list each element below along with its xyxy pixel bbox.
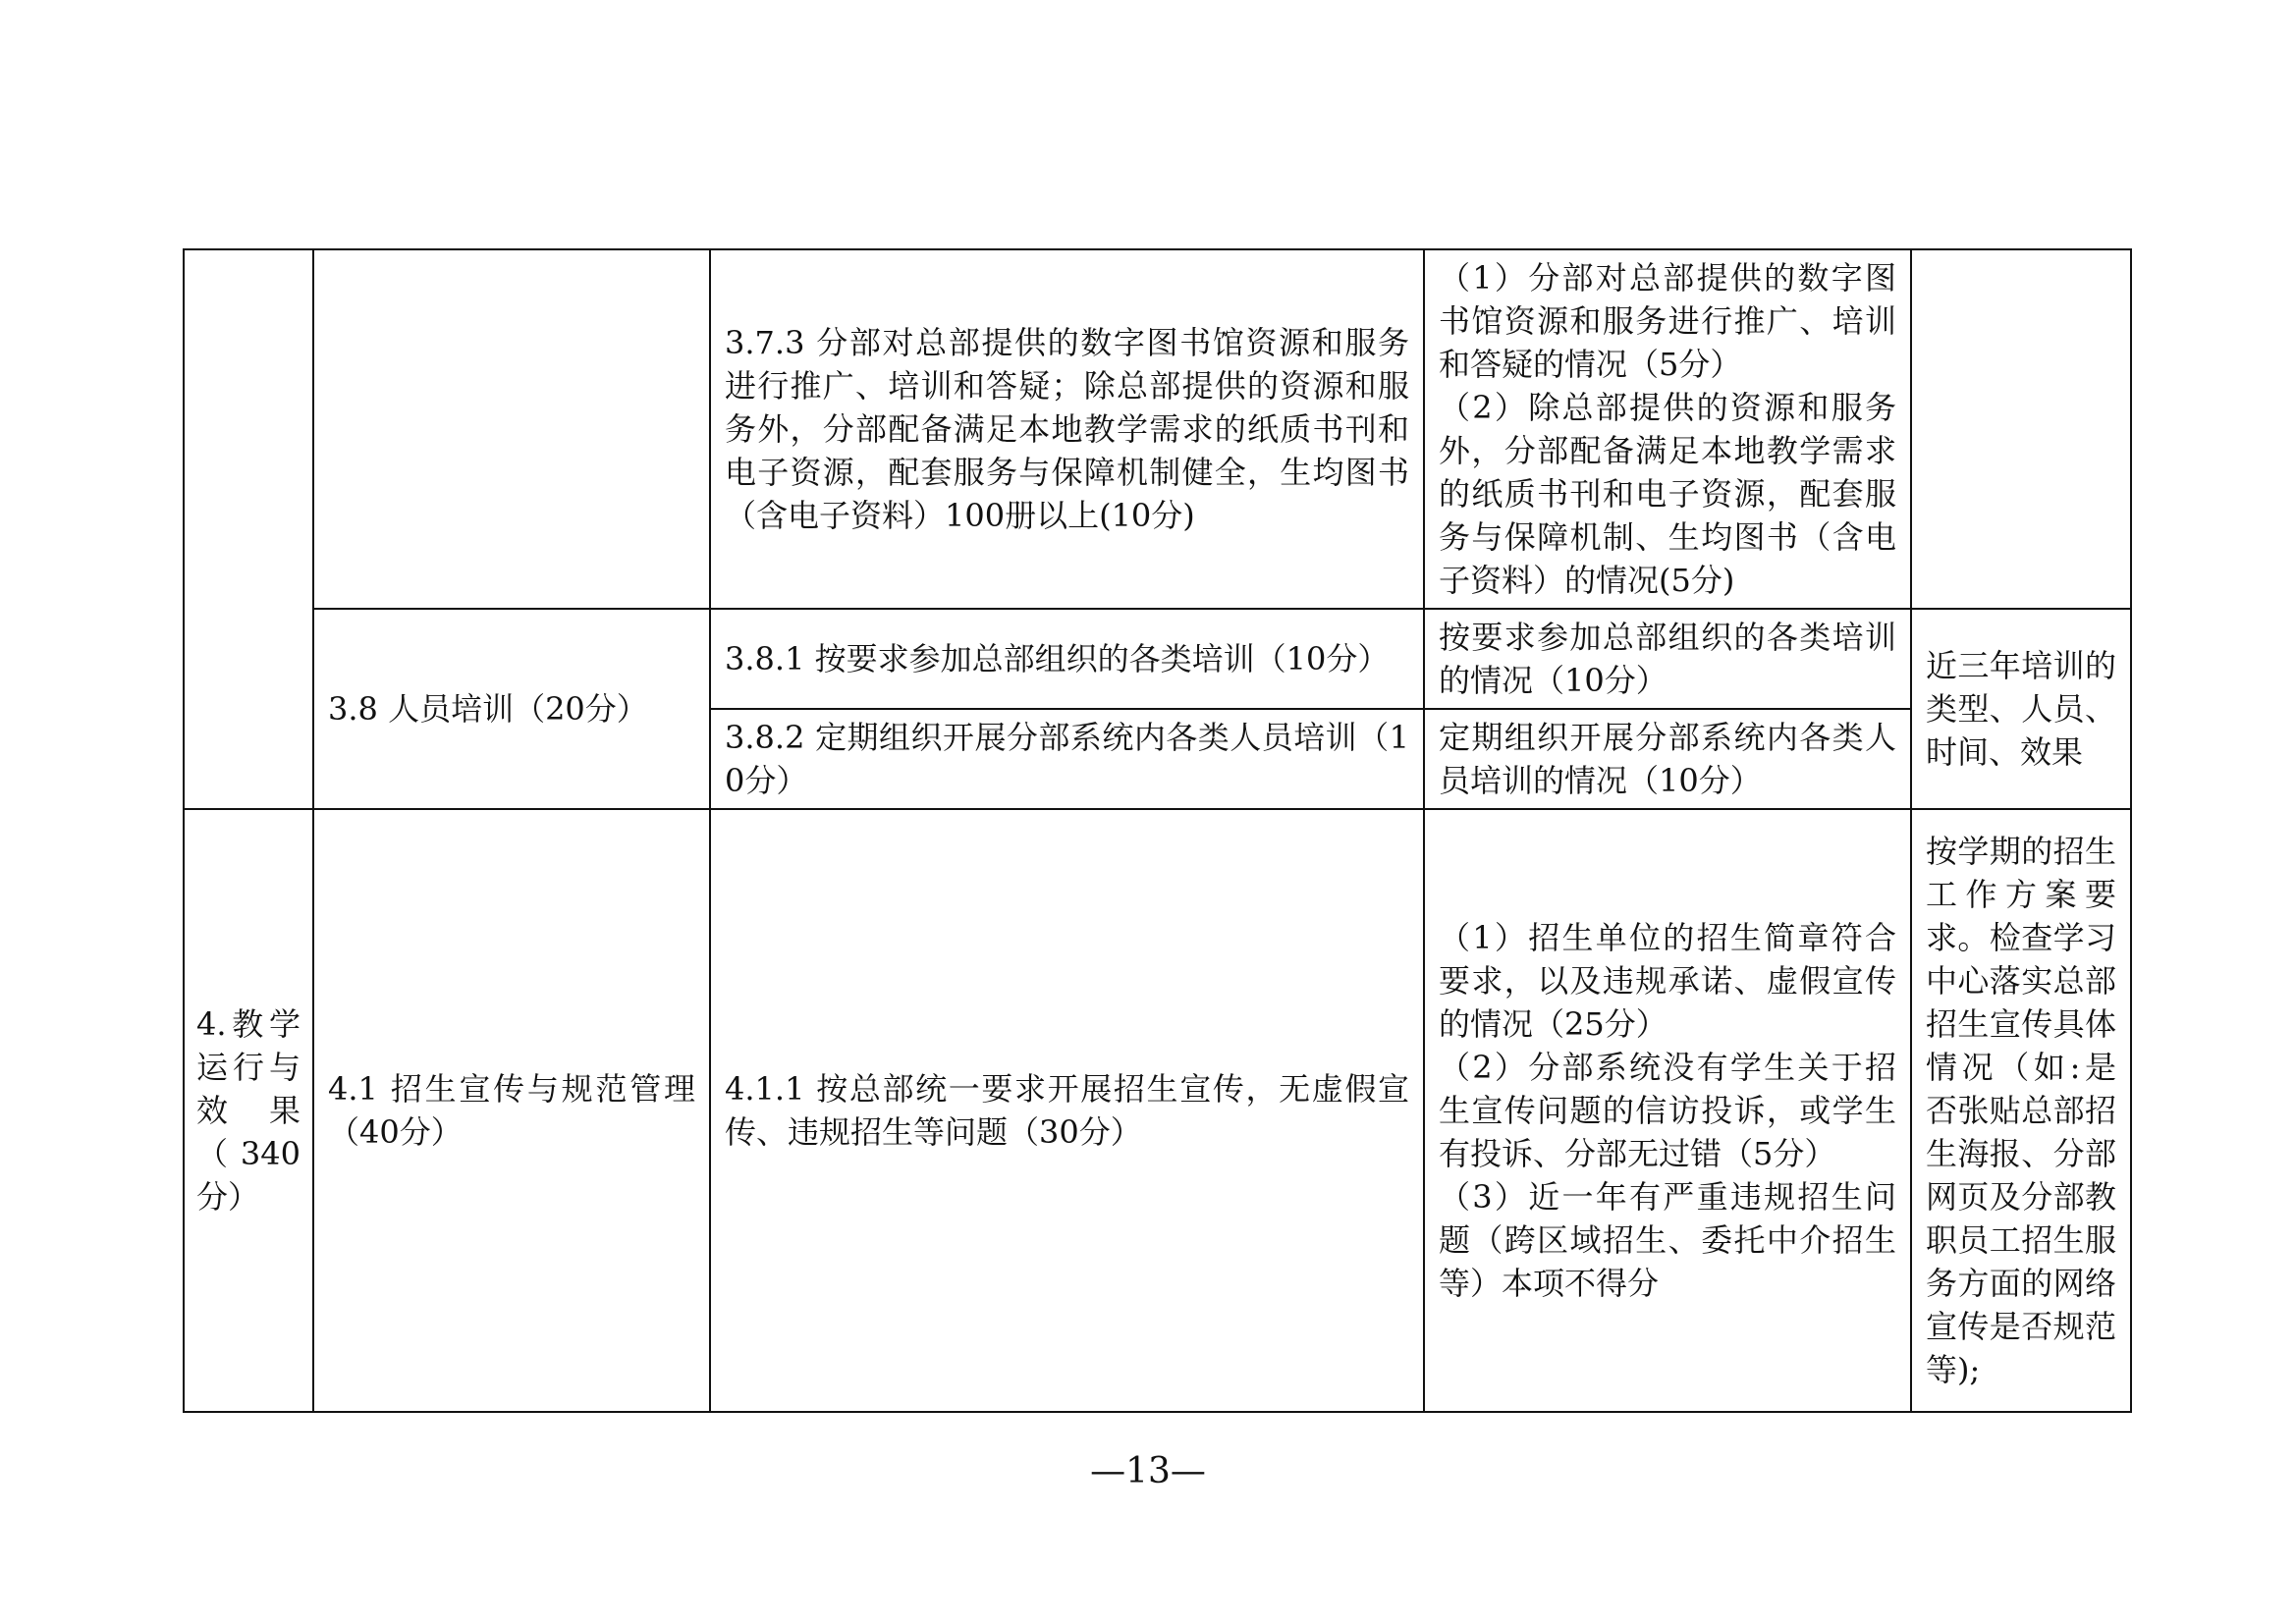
notes-cell-3-7-3 [1911,249,2131,609]
level2-cell-4-1: 4.1 招生宣传与规范管理（40分） [313,809,710,1412]
method-item-2: （2）除总部提供的资源和服务外，分部配备满足本地教学需求的纸质书刊和电子资源，配套服务与保障机制、生均图书（含电子资料）的情况(5分) [1439,389,1896,599]
page-number: —13— [1090,1451,1206,1491]
method-cell-3-8-2: 定期组织开展分部系统内各类人员培训的情况（10分） [1424,709,1911,809]
level1-cell-3 [184,249,313,809]
criterion-cell-3-7-3: 3.7.3 分部对总部提供的数字图书馆资源和服务进行推广、培训和答疑；除总部提供的资源和服务外，分部配备满足本地教学需求的纸质书刊和电子资源，配套服务与保障机制健全，生均图书（含电子资料）100册以上(10分) [710,249,1424,609]
level1-cell-4: 4.教学运行与效果（340分） [184,809,313,1412]
method-item-2: （2）分部系统没有学生关于招生宣传问题的信访投诉，或学生有投诉、分部无过错（5分） [1439,1049,1896,1172]
criterion-cell-3-8-2: 3.8.2 定期组织开展分部系统内各类人员培训（10分） [710,709,1424,809]
method-cell-4-1-1 [1424,809,1911,1412]
method-cell-3-8-1: 按要求参加总部组织的各类培训的情况（10分） [1424,609,1911,709]
notes-cell-3-8: 近三年培训的类型、人员、时间、效果 [1911,609,2131,809]
table-row-4-1-1 [184,809,2131,1412]
method-item-1: （1）招生单位的招生简章符合要求，以及违规承诺、虚假宣传的情况（25分） [1439,919,1896,1043]
criterion-cell-4-1-1: 4.1.1 按总部统一要求开展招生宣传，无虚假宣传、违规招生等问题（30分） [710,809,1424,1412]
method-item-1: （1）分部对总部提供的数字图书馆资源和服务进行推广、培训和答疑的情况（5分） [1439,259,1896,383]
notes-cell-4-1-1: 按学期的招生工作方案要求。检查学习中心落实总部招生宣传具体情况（如:是否张贴总部招生海报、分部网页及分部教职员工招生服务方面的网络宣传是否规范等); [1911,809,2131,1412]
level2-cell-3-8: 3.8 人员培训（20分） [313,609,710,809]
method-item-3: （3）近一年有严重违规招生问题（跨区域招生、委托中介招生等）本项不得分 [1439,1178,1896,1302]
evaluation-table [183,248,2132,1413]
criterion-cell-3-8-1: 3.8.1 按要求参加总部组织的各类培训（10分） [710,609,1424,709]
table-row-3-7-3 [184,249,2131,609]
level2-cell-3-7 [313,249,710,609]
method-cell-3-7-3 [1424,249,1911,609]
table-row-3-8-1 [184,609,2131,709]
